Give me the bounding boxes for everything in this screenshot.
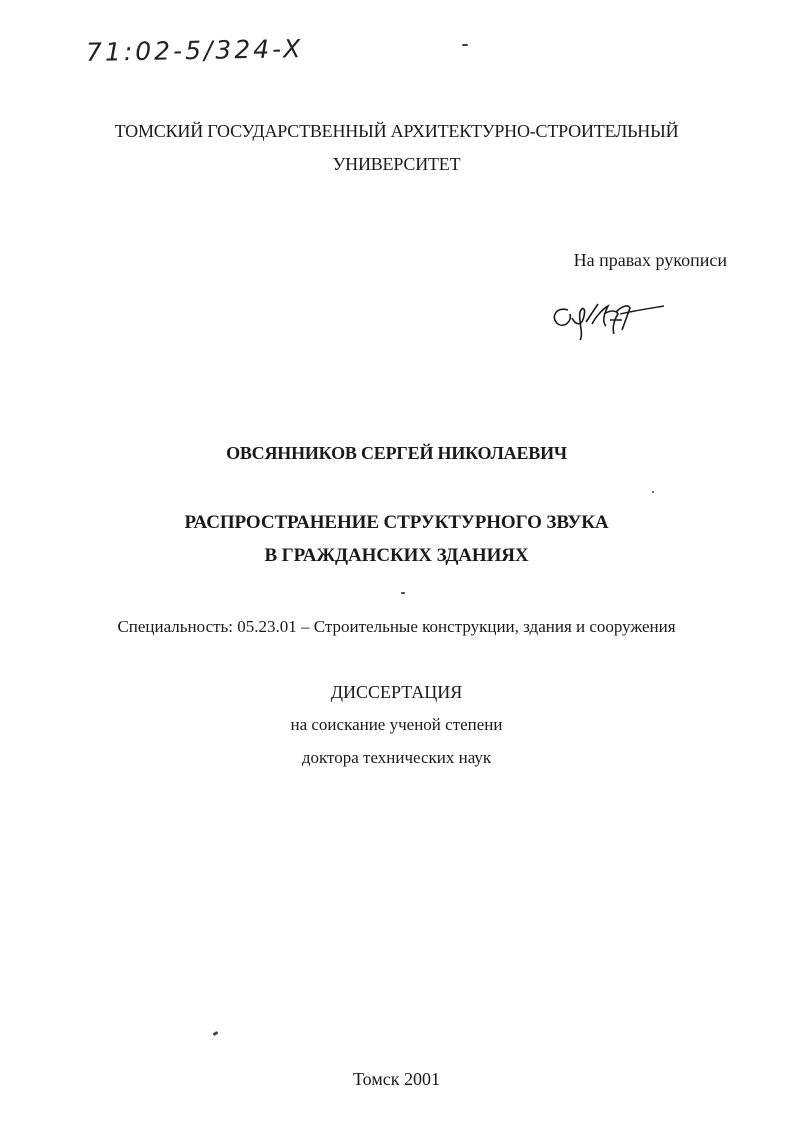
manuscript-rights-note: На правах рукописи [573, 250, 727, 270]
institution-line-2: УНИВЕРСИТЕТ [332, 154, 461, 174]
scan-speck [401, 592, 405, 594]
city-and-year: Томск 2001 [353, 1069, 440, 1089]
scan-speck [213, 1031, 219, 1036]
specialty-line: Специальность: 05.23.01 – Строительные конструкции, здания и сооружения [117, 617, 676, 636]
dissertation-title-line-1: РАСПРОСТРАНЕНИЕ СТРУКТУРНОГО ЗВУКА [184, 512, 609, 533]
signature-icon [548, 296, 668, 346]
degree-line-2: доктора технических наук [301, 748, 492, 767]
handwritten-catalog-code: 71:02-5/324-X [85, 34, 304, 67]
dissertation-title-line-2: В ГРАЖДАНСКИХ ЗДАНИЯХ [264, 545, 529, 566]
author-name: ОВСЯННИКОВ СЕРГЕЙ НИКОЛАЕВИЧ [226, 443, 567, 463]
scan-speck [462, 44, 468, 46]
dissertation-heading: ДИССЕРТАЦИЯ [330, 682, 463, 702]
institution-line-1: ТОМСКИЙ ГОСУДАРСТВЕННЫЙ АРХИТЕКТУРНО-СТРОИТЕЛЬНЫЙ [114, 121, 679, 141]
scan-speck [652, 491, 654, 493]
handwritten-signature [548, 296, 668, 351]
degree-line-1: на соискание ученой степени [290, 715, 503, 734]
